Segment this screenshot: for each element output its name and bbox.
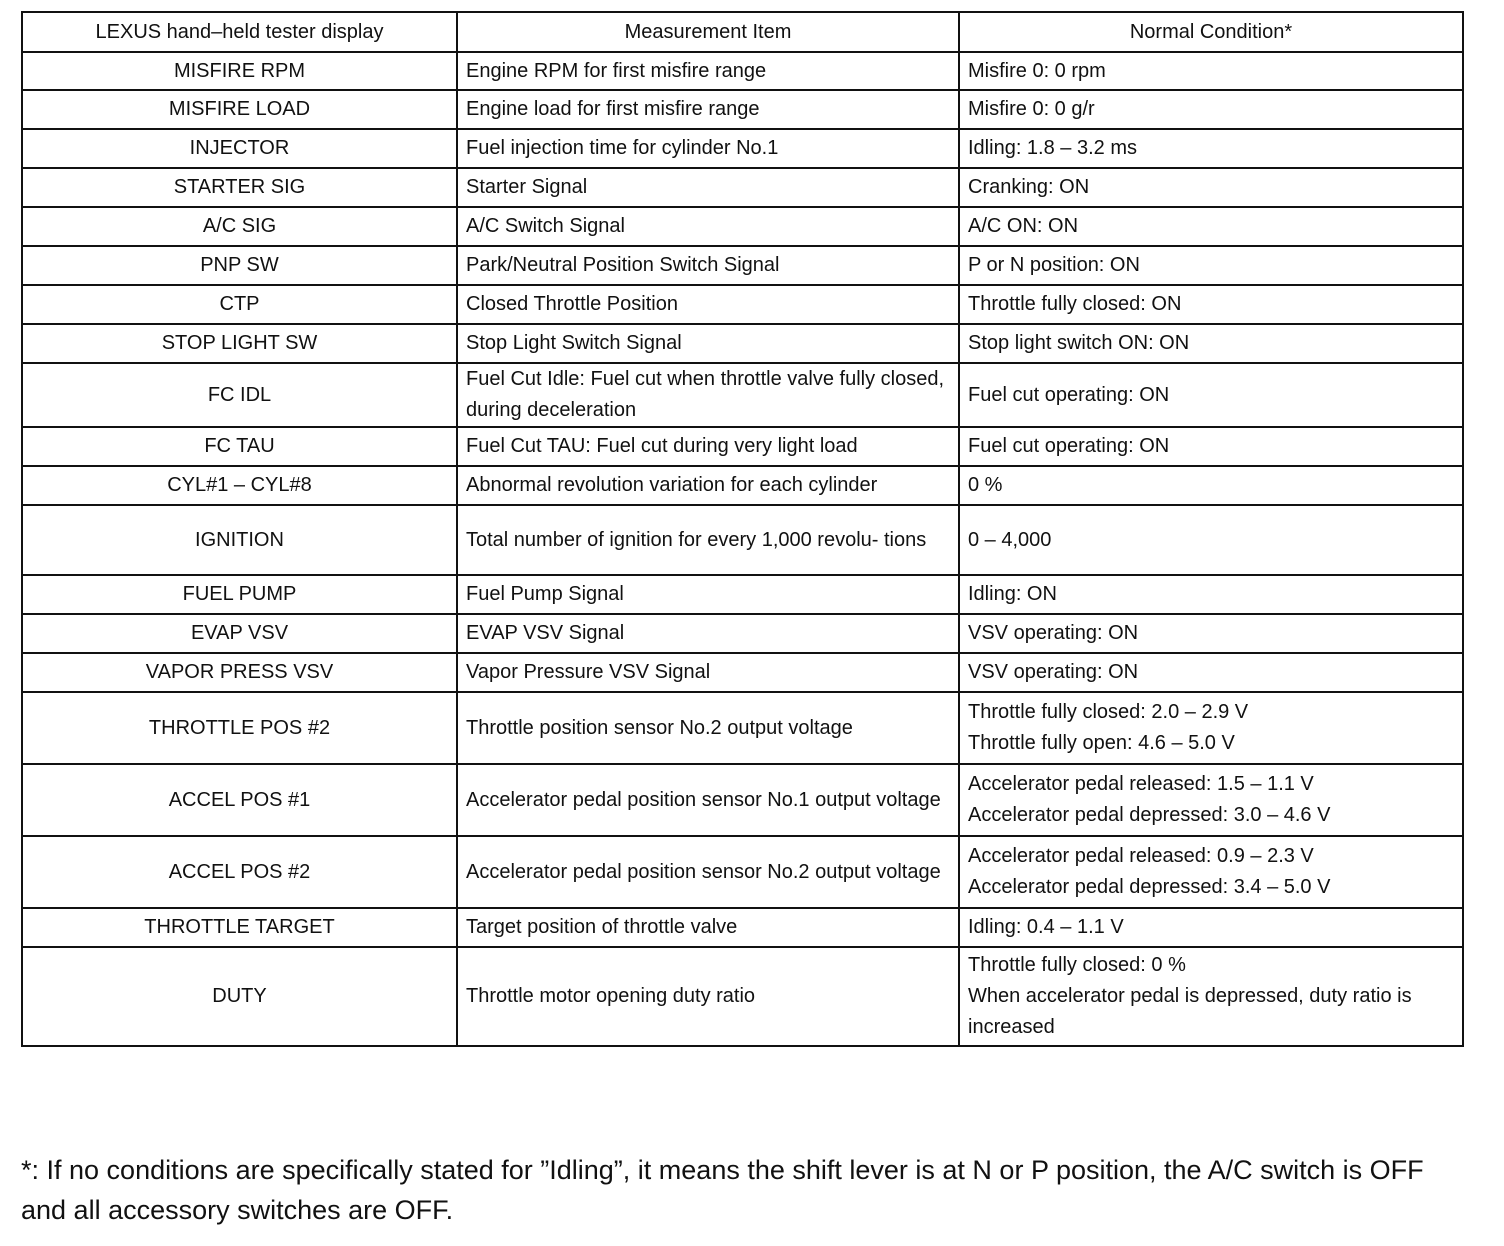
normal-condition-cell: [959, 692, 1463, 764]
tester-display-cell: DUTY: [22, 947, 457, 1046]
condition-line: When accelerator pedal is depressed, duty ratio is increased: [968, 985, 1412, 1038]
condition-line: Fuel cut operating: ON: [968, 383, 1170, 406]
condition-line: Idling: 0.4 – 1.1 V: [968, 916, 1124, 938]
table-row: [22, 207, 1463, 246]
tester-display-cell: CYL#1 – CYL#8: [22, 466, 457, 505]
measurement-item-cell: Accelerator pedal position sensor No.1 output voltage: [457, 764, 959, 836]
condition-line: A/C ON: ON: [968, 215, 1079, 237]
condition-line: Throttle fully closed: ON: [968, 293, 1182, 315]
table-row: [22, 246, 1463, 285]
condition-line: Idling: 1.8 – 3.2 ms: [968, 137, 1137, 159]
table-row: [22, 427, 1463, 466]
tester-display-cell: EVAP VSV: [22, 614, 457, 653]
table-row: [22, 285, 1463, 324]
normal-condition-cell: [959, 466, 1463, 505]
normal-condition-cell: [959, 505, 1463, 575]
measurement-item-cell: Abnormal revolution variation for each cylinder: [457, 466, 959, 505]
table-row: [22, 836, 1463, 908]
tester-display-cell: MISFIRE RPM: [22, 52, 457, 90]
table-row: [22, 653, 1463, 692]
header-normal-condition: Normal Condition*: [959, 12, 1463, 52]
tester-display-cell: FC TAU: [22, 427, 457, 466]
condition-line: 0 %: [968, 474, 1003, 496]
tester-display-cell: CTP: [22, 285, 457, 324]
measurement-item-cell: Engine RPM for first misfire range: [457, 52, 959, 90]
condition-line: Accelerator pedal depressed: 3.4 – 5.0 V: [968, 876, 1331, 898]
measurement-item-cell: Vapor Pressure VSV Signal: [457, 653, 959, 692]
tester-data-table: [21, 11, 1464, 1047]
measurement-item-cell: Fuel Pump Signal: [457, 575, 959, 614]
tester-display-cell: ACCEL POS #2: [22, 836, 457, 908]
measurement-item-cell: Closed Throttle Position: [457, 285, 959, 324]
normal-condition-cell: [959, 324, 1463, 363]
normal-condition-cell: [959, 575, 1463, 614]
table-row: [22, 129, 1463, 168]
header-tester-display: LEXUS hand–held tester display: [22, 12, 457, 52]
normal-condition-cell: [959, 246, 1463, 285]
table-row: [22, 324, 1463, 363]
tester-display-cell: MISFIRE LOAD: [22, 90, 457, 129]
table-row: [22, 908, 1463, 947]
condition-line: Accelerator pedal released: 0.9 – 2.3 V: [968, 845, 1314, 867]
measurement-item-cell: Throttle position sensor No.2 output voltage: [457, 692, 959, 764]
condition-line: Stop light switch ON: ON: [968, 332, 1190, 354]
normal-condition-cell: [959, 129, 1463, 168]
measurement-item-cell: Starter Signal: [457, 168, 959, 207]
normal-condition-cell: [959, 207, 1463, 246]
condition-line: Accelerator pedal released: 1.5 – 1.1 V: [968, 773, 1314, 795]
table-row: [22, 466, 1463, 505]
tester-display-cell: FUEL PUMP: [22, 575, 457, 614]
measurement-item-cell: Engine load for first misfire range: [457, 90, 959, 129]
table-row: [22, 363, 1463, 427]
condition-line: Fuel cut operating: ON: [968, 435, 1170, 457]
measurement-item-cell: Fuel injection time for cylinder No.1: [457, 129, 959, 168]
measurement-item-cell: EVAP VSV Signal: [457, 614, 959, 653]
table-row: [22, 692, 1463, 764]
condition-line: VSV operating: ON: [968, 661, 1139, 683]
measurement-item-cell: A/C Switch Signal: [457, 207, 959, 246]
normal-condition-cell: [959, 947, 1463, 1046]
normal-condition-cell: [959, 653, 1463, 692]
condition-line: Throttle fully closed: 2.0 – 2.9 V: [968, 701, 1249, 723]
footnote: *: If no conditions are specifically stated for ”Idling”, it means the shift lever is at N or P position, the A/C switch is OFF and all accessory switches are OFF.: [21, 1155, 1424, 1225]
condition-line: Throttle fully open: 4.6 – 5.0 V: [968, 732, 1235, 754]
measurement-item-cell: Total number of ignition for every 1,000 revolu- tions: [457, 505, 959, 575]
table-row: [22, 947, 1463, 1046]
condition-line: VSV operating: ON: [968, 622, 1139, 644]
condition-line: Throttle fully closed: 0 %: [968, 954, 1186, 976]
normal-condition-cell: [959, 614, 1463, 653]
tester-display-cell: STOP LIGHT SW: [22, 324, 457, 363]
measurement-item-cell: Fuel Cut TAU: Fuel cut during very light load: [457, 427, 959, 466]
table-row: [22, 764, 1463, 836]
normal-condition-cell: [959, 836, 1463, 908]
tester-display-cell: A/C SIG: [22, 207, 457, 246]
measurement-item-cell: Accelerator pedal position sensor No.2 output voltage: [457, 836, 959, 908]
table-row: [22, 614, 1463, 653]
condition-line: 0 – 4,000: [968, 528, 1052, 551]
condition-line: Accelerator pedal depressed: 3.0 – 4.6 V: [968, 804, 1331, 826]
measurement-item-cell: Throttle motor opening duty ratio: [457, 947, 959, 1046]
normal-condition-cell: [959, 908, 1463, 947]
normal-condition-cell: [959, 363, 1463, 427]
table-row: [22, 90, 1463, 129]
table-row: [22, 52, 1463, 90]
header-row: [22, 12, 1463, 52]
normal-condition-cell: [959, 285, 1463, 324]
table-row: [22, 505, 1463, 575]
measurement-item-cell: Target position of throttle valve: [457, 908, 959, 947]
table-header: [22, 12, 1463, 52]
condition-line: Idling: ON: [968, 583, 1057, 605]
header-measurement-item: Measurement Item: [457, 12, 959, 52]
measurement-item-cell: Fuel Cut Idle: Fuel cut when throttle valve fully closed, during deceleration: [457, 363, 959, 427]
condition-line: Cranking: ON: [968, 176, 1090, 198]
tester-display-cell: THROTTLE TARGET: [22, 908, 457, 947]
table-row: [22, 575, 1463, 614]
measurement-item-cell: Stop Light Switch Signal: [457, 324, 959, 363]
tester-display-cell: IGNITION: [22, 505, 457, 575]
tester-display-cell: THROTTLE POS #2: [22, 692, 457, 764]
condition-line: Misfire 0: 0 rpm: [968, 59, 1106, 82]
tester-display-cell: STARTER SIG: [22, 168, 457, 207]
condition-line: P or N position: ON: [968, 254, 1140, 276]
measurement-item-cell: Park/Neutral Position Switch Signal: [457, 246, 959, 285]
tester-display-cell: INJECTOR: [22, 129, 457, 168]
table-row: [22, 168, 1463, 207]
normal-condition-cell: [959, 52, 1463, 90]
normal-condition-cell: [959, 168, 1463, 207]
condition-line: Misfire 0: 0 g/r: [968, 98, 1095, 120]
normal-condition-cell: [959, 90, 1463, 129]
tester-display-cell: VAPOR PRESS VSV: [22, 653, 457, 692]
tester-display-cell: PNP SW: [22, 246, 457, 285]
normal-condition-cell: [959, 764, 1463, 836]
tester-display-cell: FC IDL: [22, 363, 457, 427]
normal-condition-cell: [959, 427, 1463, 466]
table-body: [22, 52, 1463, 1046]
tester-display-cell: ACCEL POS #1: [22, 764, 457, 836]
